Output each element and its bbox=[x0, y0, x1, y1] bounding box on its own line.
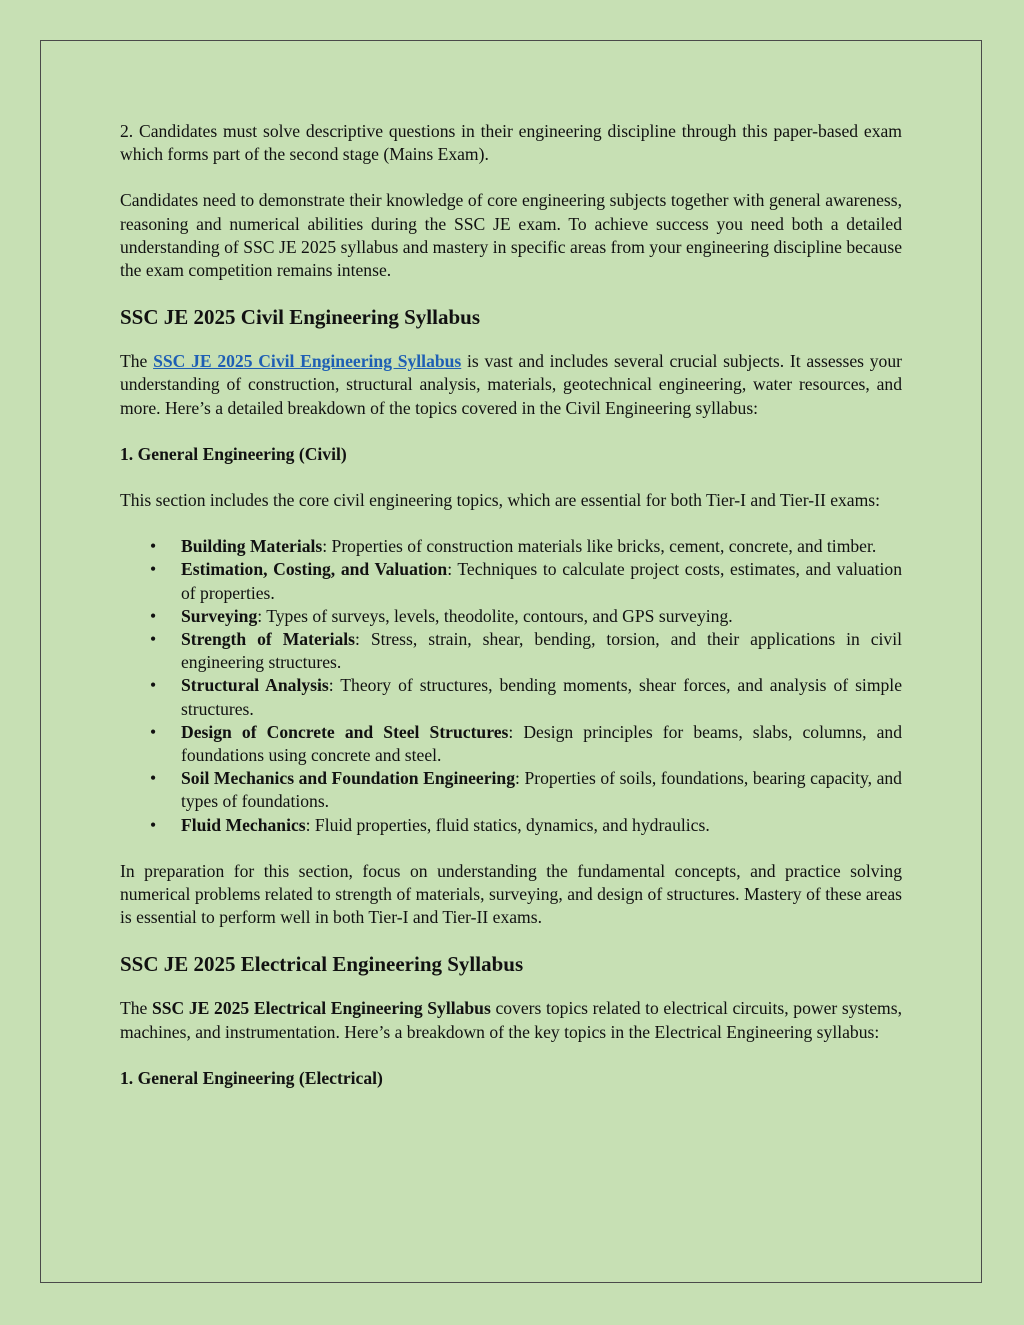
bullet-icon: • bbox=[150, 605, 157, 626]
electrical-intro-prefix: The bbox=[120, 998, 152, 1019]
topic-desc: : Properties of construction materials like bricks, cement, concrete, and timber. bbox=[322, 536, 877, 557]
bullet-icon: • bbox=[150, 559, 157, 580]
list-item bbox=[120, 605, 902, 628]
list-item bbox=[120, 674, 902, 720]
topic-term: Estimation, Costing, and Valuation bbox=[181, 559, 448, 580]
electrical-subheading: 1. General Engineering (Electrical) bbox=[120, 1067, 383, 1088]
bullet-icon: • bbox=[150, 536, 157, 557]
topic-term: Fluid Mechanics bbox=[181, 814, 306, 835]
list-item bbox=[120, 814, 902, 837]
civil-intro-suffix: is vast and includes several crucial subjects. It assesses your understanding of construction, structural analysis, materials, geotechnical engineering, water resources, and more. Here’s a detailed breakdown of the topics covered in the Civil Engineering syllabus: bbox=[120, 351, 902, 418]
intro-paragraph: Candidates need to demonstrate their knowledge of core engineering subjects together with general awareness, reasoning and numerical abilities during the SSC JE exam. To achieve success you need both a detailed understanding of SSC JE 2025 syllabus and mastery in specific areas from your engineering discipline because the exam competition remains intense. bbox=[120, 190, 902, 281]
list-item bbox=[120, 535, 902, 558]
bullet-icon: • bbox=[150, 721, 157, 742]
electrical-syllabus-name: SSC JE 2025 Electrical Engineering Syllabus bbox=[151, 998, 491, 1019]
topic-desc: : Properties of soils, foundations, bearing capacity, and types of foundations. bbox=[181, 768, 902, 812]
civil-heading: SSC JE 2025 Civil Engineering Syllabus bbox=[120, 305, 481, 330]
civil-section-intro: This section includes the core civil engineering topics, which are essential for both Tier-I and Tier-II exams: bbox=[120, 490, 881, 511]
topic-term: Strength of Materials bbox=[181, 629, 356, 650]
topic-term: Building Materials bbox=[181, 536, 323, 557]
electrical-intro-suffix: covers topics related to electrical circuits, power systems, machines, and instrumentation. Here’s a breakdown of the key topics in the Electrical Engineering syllabus: bbox=[120, 998, 902, 1042]
civil-subheading: 1. General Engineering (Civil) bbox=[120, 443, 347, 464]
civil-closing: In preparation for this section, focus on understanding the fundamental concepts, and practice solving numerical problems related to strength of materials, surveying, and design of structures. Mastery of these areas is essential to perform well in both Tier-I and Tier-II exams. bbox=[120, 860, 902, 928]
topic-desc: : Design principles for beams, slabs, columns, and foundations using concrete and steel. bbox=[181, 721, 902, 766]
topic-term: Soil Mechanics and Foundation Engineering bbox=[181, 768, 516, 789]
bullet-icon: • bbox=[150, 675, 157, 696]
bullet-icon: • bbox=[150, 814, 157, 835]
topic-term: Structural Analysis bbox=[181, 675, 329, 696]
list-item bbox=[120, 628, 902, 674]
list-item bbox=[120, 767, 902, 813]
topic-desc: : Fluid properties, fluid statics, dynamics, and hydraulics. bbox=[305, 814, 710, 835]
bullet-icon: • bbox=[150, 629, 157, 650]
document-body bbox=[120, 120, 902, 1090]
list-item bbox=[120, 721, 902, 767]
topic-desc: : Theory of structures, bending moments, shear forces, and analysis of simple structures. bbox=[181, 675, 903, 719]
topic-desc: : Stress, strain, shear, bending, torsion, and their applications in civil engineering structures. bbox=[181, 629, 903, 673]
civil-intro bbox=[120, 350, 902, 420]
intro-point-2: 2. Candidates must solve descriptive questions in their engineering discipline through this paper-based exam which forms part of the second stage (Mains Exam). bbox=[120, 121, 902, 165]
civil-syllabus-link[interactable]: SSC JE 2025 Civil Engineering Syllabus bbox=[153, 351, 462, 372]
electrical-intro bbox=[120, 997, 902, 1043]
topic-desc: : Techniques to calculate project costs, estimates, and valuation of properties. bbox=[181, 559, 902, 603]
topic-desc: : Types of surveys, levels, theodolite, contours, and GPS surveying. bbox=[257, 605, 733, 626]
electrical-heading: SSC JE 2025 Electrical Engineering Syllabus bbox=[120, 952, 524, 977]
civil-topic-list bbox=[120, 535, 902, 837]
list-item bbox=[120, 558, 902, 604]
topic-term: Surveying bbox=[181, 605, 258, 626]
topic-term: Design of Concrete and Steel Structures bbox=[181, 721, 509, 742]
civil-intro-prefix: The bbox=[120, 351, 154, 372]
bullet-icon: • bbox=[150, 768, 157, 789]
